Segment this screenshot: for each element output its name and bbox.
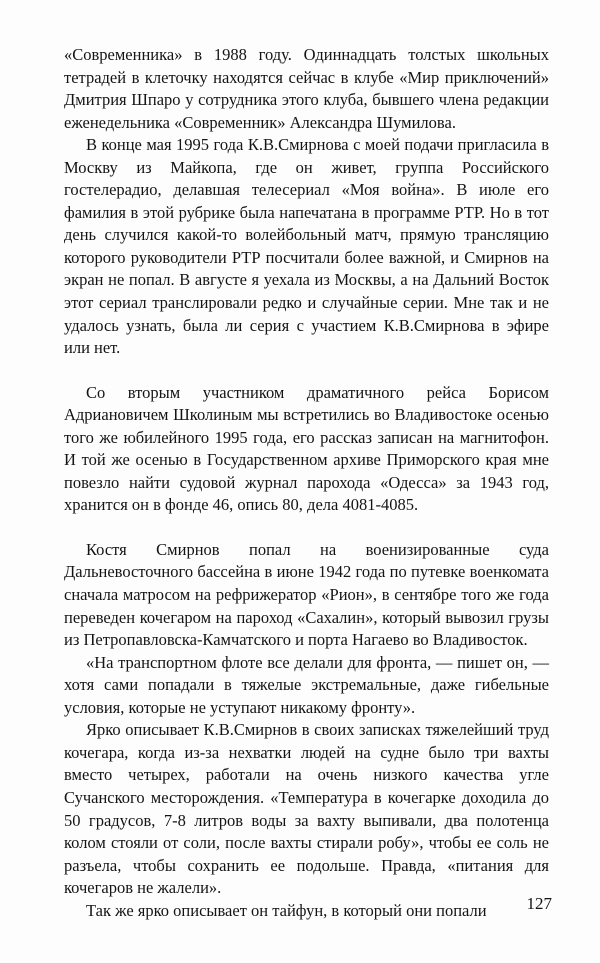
paragraph-shkolin: Со вторым участником драматичного рейса Борисом Адриановичем Школиным мы встретились во Владивостоке осенью того же юбилейного 1995 года, его рассказ записан на магнитофон. И той же осенью в Государственном архиве Приморского края мне повезло найти судовой журнал парохода «Одесса» за 1943 год, хранится он в фонде 46, опись 80, дела 4081-4085.	[64, 382, 549, 515]
body-text	[64, 44, 549, 922]
paragraph-continuation: «Современника» в 1988 году. Одиннадцать толстых школьных тетрадей в клеточку находятся сейчас в клубе «Мир приключений» Дмитрия Шпаро у сотрудника этого клуба, бывшего члена редакции еженедельника «Современник» Александра Шумилова.	[64, 45, 549, 132]
paragraph-smirnov-service: Костя Смирнов попал на военизированные суда Дальневосточного бассейна в июне 1942 года по путевке военкомата сначала матросом на рефрижератор «Рион», в сентябре того же года переведен кочегаром на пароход «Сахалин», который вывозил грузы из Петропавловска-Камчатского и порта Нагаево во Владивосток.	[64, 539, 549, 650]
page-number: 127	[526, 894, 552, 913]
paragraph-rtr-broadcast: В конце мая 1995 года К.В.Смирнова с моей подачи пригласила в Москву из Майкопа, где он живет, группа Российского гостелерадио, делавшая телесериал «Моя война». В июле его фамилия в этой рубрике была напечатана в программе РТР. Но в тот день случился какой-то волейбольный матч, прямую трансляцию которого руководители РТР посчитали более важной, и Смирнов на экран не попал. В августе я уехала из Москвы, а на Дальний Восток этот сериал транслировали редко и случайные серии. Мне так и не удалось узнать, была ли серия с участием К.В.Смирнова в эфире или нет.	[64, 135, 549, 358]
paragraph-typhoon: Так же ярко описывает он тайфун, в который они попали	[86, 900, 487, 920]
paragraph-quote-front: «На транспортном флоте все делали для фронта, — пишет он, — хотя сами попадали в тяжелые экстремальные, даже гибельные условия, которые не уступают никакому фронту».	[64, 652, 549, 717]
paragraph-stoker-work: Ярко описывает К.В.Смирнов в своих записках тяжелейший труд кочегара, когда из-за нехватки людей на судне было три вахты вместо четырех, работали на очень низкого качества угле Сучанского месторождения. «Температура в кочегарке доходила до 50 градусов, 7-8 литров воды за вахту выпивали, два полотенца колом стояли от соли, после вахты стирали робу», чтобы ее соль не разъела, чтобы сохранить ее подольше. Правда, «питания для кочегаров не жалели».	[64, 720, 549, 898]
